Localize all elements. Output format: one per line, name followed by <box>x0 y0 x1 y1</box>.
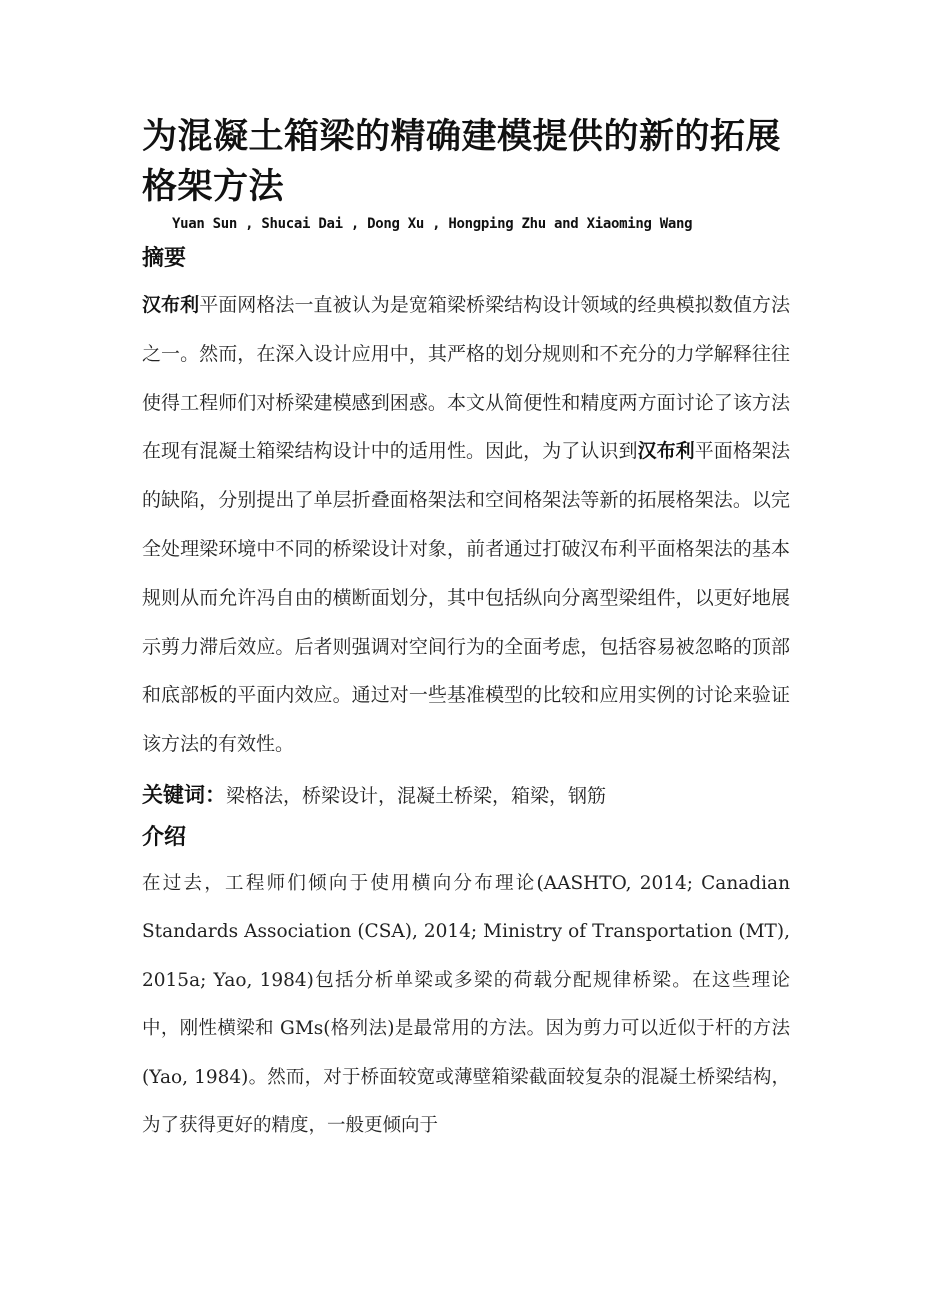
keywords-values: 梁格法，桥梁设计，混凝土桥梁，箱梁，钢筋 <box>226 784 607 807</box>
intro-paragraph: 在过去，工程师们倾向于使用横向分布理论(AASHTO, 2014; Canadian Standards Association (CSA), 2014; Ministry of Transportation (MT), 2015a; Yao, 1984)包括分析单梁或多梁的荷载分配规律桥梁。在这些理论中，刚性横梁和 GMs(格列法)是最常用的方法。因为剪力可以近似于杆的方法(Yao, 1984)。然而，对于桥面较宽或薄壁箱梁截面较复杂的混凝土桥梁结构，为了获得更好的精度，一般更倾向于 <box>142 872 790 1137</box>
author-list: Yuan Sun , Shucai Dai , Dong Xu , Hongping Zhu and Xiaoming Wang <box>172 216 693 232</box>
keywords-label: 关键词： <box>142 782 226 807</box>
abstract-bold-term: 汉布利 <box>637 440 695 463</box>
abstract-text-part: 平面格架法的缺陷，分别提出了单层折叠面格架法和空间格架法等新的拓展格架法。以完全处理梁环境中不同的桥梁设计对象，前者通过打破汉布利平面格架法的基本规则从而允许冯自由的横断面划分，其中包括纵向分离型梁组件，以更好地展示剪力滞后效应。后者则强调对空间行为的全面考虑，包括容易被忽略的顶部和底部板的平面内效应。通过对一些基准模型的比较和应用实例的讨论来验证该方法的有效性。 <box>142 440 790 756</box>
document-page <box>142 112 790 1151</box>
abstract-text-part: 平面网格法一直被认为是宽箱梁桥梁结构设计领域的经典模拟数值方法之一。然而，在深入设计应用中，其严格的划分规则和不充分的力学解释往往使得工程师们对桥梁建模感到困惑。本文从简便性和精度两方面讨论了该方法在现有混凝土箱梁结构设计中的适用性。因此，为了认识到 <box>142 294 790 463</box>
abstract-heading: 摘要 <box>142 246 187 271</box>
intro-heading: 介绍 <box>142 824 187 850</box>
abstract-bold-term: 汉布利 <box>142 294 200 316</box>
paper-title: 为混凝土箱梁的精确建模提供的新的拓展格架方法 <box>142 117 782 207</box>
keywords-line <box>142 779 790 812</box>
abstract-paragraph <box>142 281 790 769</box>
